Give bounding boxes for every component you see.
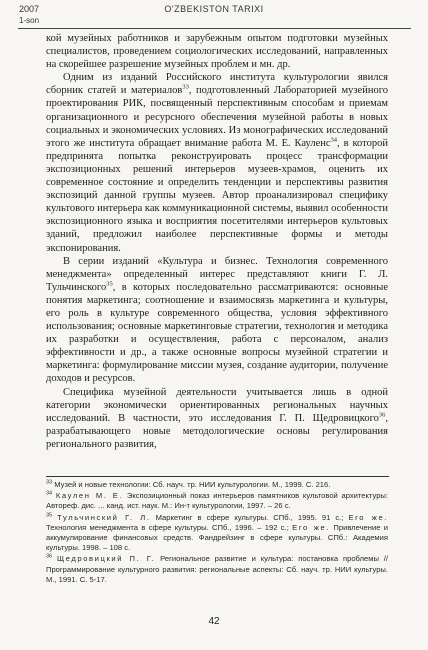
paragraph-3: В серии изданий «Культура и бизнес. Технология современного менеджмента» определенный интерес представляют книги Г. Л. Тульчинского$^{35}$, в которых последовательно рассматриваются: основные понятия маркетинга; соотношение и взаимосвязь маркетинга и культуры, его роль в культуре современного общества, условия эффективного использования; основные маркетинговые стратегии, технология и методика их разработки и осуществления, работа с персоналом, анализ эффективности и др., а также основные вопросы музейной стратегии и маркетинга: формулирование миссии музея, создание аудитории, получение доходов и ресурсов. [46, 255, 388, 385]
header-year: 2007 [19, 4, 40, 14]
paragraph-1: кой музейных работников и зарубежным опытом подготовки музейных специалистов, проведением социологических исследований, направленных на скорейшее разрешение музейных проблем и мн. др. [46, 33, 388, 71]
header-issue: 1-son [19, 16, 40, 25]
header-rule [18, 28, 411, 29]
footnote-ref-34[interactable]: 34 [330, 136, 338, 144]
journal-title: O'ZBEKISTON TARIXI [164, 4, 264, 14]
page-number: 42 [208, 616, 220, 627]
footnote-ref-36[interactable]: 36 [378, 411, 386, 419]
paragraph-4: Специфика музейной деятельности учитывается лишь в одной категории экономически ориентированных региональных научных исследований. В частности, это исследования Г. П. Щедровицкого$^{36}$, разрабатывающего новые методологические основы регулирования регионального развития, [46, 386, 388, 450]
footnote-33: $^{33}$ Музей и новые технологии: Сб. науч. тр. НИИ культурологии. М., 1999. С. 216. [46, 479, 331, 489]
footnote-ref-35[interactable]: 35 [106, 280, 113, 288]
paragraph-2: Одним из изданий Российского института культурологии явился сборник статей и материалов$^{33}$, подготовленный Лабораторией музейного проектирования РИК, посвященный перспективным способам и приемам организационного и ресурсного обеспечения музейной работы в новых социальных и экономических условиях. Из монографических исследований этого же института обращает внимание работа М. Е. Кауленс$^{34}$, в которой предпринята попытка реконструировать процесс трансформации экспозиционных решений интерьеров музеев-храмов, оценить их современное состояние и определить тенденции и перспективы развития экспозиций данной группы музеев. Автор проанализировал специфику культового интерьера как коммуникационной системы, выявил особенности экспозиционного языка и восприятия посетителями интерьеров культовых зданий, предложил наиболее перспективные формы и методы экспонирования. [46, 72, 388, 254]
footnote-separator [46, 476, 389, 477]
footnotes [46, 480, 388, 586]
footnote-ref-33[interactable]: 33 [182, 83, 189, 91]
main-text [46, 32, 388, 451]
footnote-36: $^{36}$ Щедровицкий П. Г. Региональное развитие и культура: постановка проблемы // Программирование культурного развития: региональные аспекты: Сб. науч. тр. НИИ культуры. М., 1991. С. 5-17. [46, 553, 388, 584]
footnote-34: $^{34}$ Каулен М. Е. Экспозиционный показ интерьеров памятников культовой архитектуры: Автореф. дис. ... канд. ист. наук. М.: Ин-т культурологии, 1997. – 26 с. [46, 490, 388, 511]
footnote-35: $^{35}$ Тульчинский Г. Л. Маркетинг в сфере культуры. СПб., 1995. 91 с.; Его же. Технология менеджмента в сфере культуры. СПб., 1996. – 192 с.; Его же. Привлечение и аккумулирование финансовых средств. Фандрейзинг в сфере культуры. СПб.: Академия культуры. 1998. – 108 с. [46, 512, 388, 553]
